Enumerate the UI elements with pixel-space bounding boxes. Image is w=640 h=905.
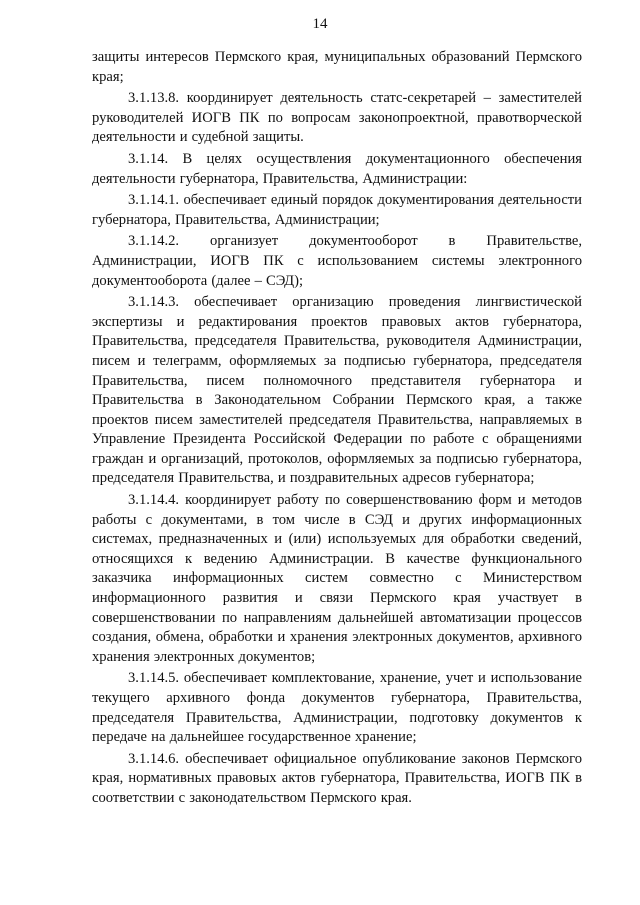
paragraph: 3.1.14.6. обеспечивает официальное опубликование законов Пермского края, нормативных правовых актов губернатора, Правительства, ИОГВ ПК в соответствии с законодательством Пермского края. [92, 750, 582, 806]
paragraph: 3.1.14.1. обеспечивает единый порядок документирования деятельности губернатора, Правительства, Администрации; [92, 192, 582, 228]
page-number: 14 [312, 16, 328, 32]
paragraph: 3.1.14. В целях осуществления документационного обеспечения деятельности губернатора, Правительства, Администрации: [92, 150, 582, 187]
document-body [92, 48, 582, 811]
paragraph: 3.1.14.3. обеспечивает организацию проведения лингвистической экспертизы и редактирования проектов правовых актов губернатора, Правительства, председателя Правительства, руководителя Администрации, писем и телеграмм, оформляемых за подписью губернатора, председателя Правительства, писем полномочного представителя губернатора и Правительства в Законодательном Собрании Пермского края, а также проектов писем заместителей председателя Правительства, направляемых в Управление Президента Российской Федерации по работе с обращениями граждан и организаций, протоколов, оформляемых за подписью губернатора, председателя Правительства, и поздравительных адресов губернатора; [92, 294, 582, 487]
paragraph: 3.1.13.8. координирует деятельность статс-секретарей – заместителей руководителей ИОГВ ПК по вопросам законопроектной, правотворческой деятельности и судебной защиты. [92, 90, 582, 146]
paragraph: 3.1.14.4. координирует работу по совершенствованию форм и методов работы с документами, в том числе в СЭД и других информационных системах, предназначенных и (или) используемых для обработки сведений, относящихся к ведению Администрации. В качестве функционального заказчика информационных систем совместно с Министерством информационного развития и связи Пермского края участвует в совершенствовании по направлениям дальнейшей автоматизации процессов создания, обмена, обработки и хранения электронных документов, архивного хранения электронных документов; [92, 492, 582, 665]
paragraph: 3.1.14.2. организует документооборот в Правительстве, Администрации, ИОГВ ПК с использованием системы электронного документооборота (далее – СЭД); [92, 233, 582, 289]
paragraph: защиты интересов Пермского края, муниципальных образований Пермского края; [92, 49, 582, 85]
paragraph: 3.1.14.5. обеспечивает комплектование, хранение, учет и использование текущего архивного фонда документов губернатора, Правительства, председателя Правительства, Администрации, подготовку документов к передаче на дальнейшее государственное хранение; [92, 670, 582, 746]
